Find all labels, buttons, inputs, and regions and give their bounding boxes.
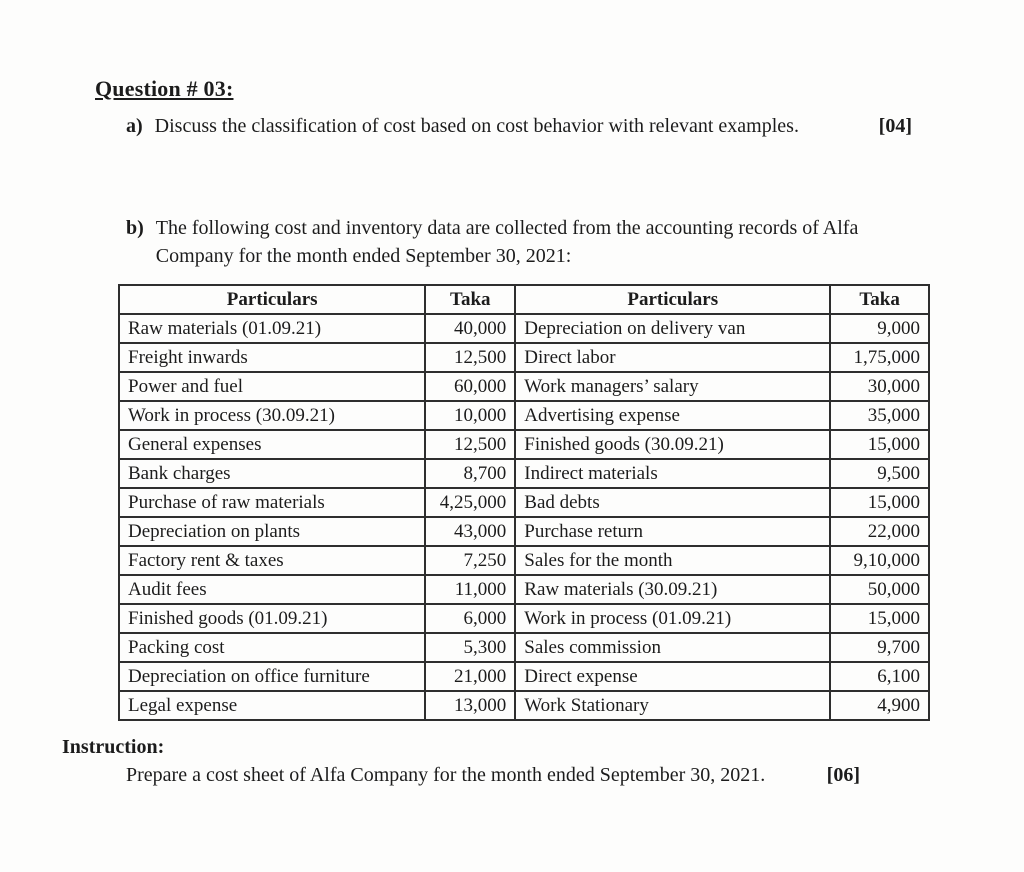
header-particulars-left: Particulars	[119, 285, 425, 314]
taka-cell: 4,900	[830, 691, 929, 720]
taka-cell: 21,000	[425, 662, 515, 691]
cost-table-body	[119, 314, 929, 720]
part-a-marks: [04]	[878, 115, 912, 137]
taka-cell: 12,500	[425, 343, 515, 372]
particulars-cell: Depreciation on plants	[119, 517, 425, 546]
particulars-cell: General expenses	[119, 430, 425, 459]
taka-cell: 9,10,000	[830, 546, 929, 575]
instruction-heading: Instruction:	[62, 736, 165, 758]
table-row	[119, 314, 929, 343]
header-particulars-right: Particulars	[515, 285, 830, 314]
taka-cell: 9,000	[830, 314, 929, 343]
table-row	[119, 604, 929, 633]
table-row	[119, 372, 929, 401]
particulars-cell: Audit fees	[119, 575, 425, 604]
taka-cell: 30,000	[830, 372, 929, 401]
question-part-b	[126, 214, 926, 270]
taka-cell: 9,700	[830, 633, 929, 662]
part-a-text: Discuss the classification of cost based on cost behavior with relevant examples.	[154, 115, 799, 137]
particulars-cell: Direct expense	[515, 662, 830, 691]
particulars-cell: Work in process (30.09.21)	[119, 401, 425, 430]
particulars-cell: Work managers’ salary	[515, 372, 830, 401]
particulars-cell: Legal expense	[119, 691, 425, 720]
taka-cell: 1,75,000	[830, 343, 929, 372]
particulars-cell: Packing cost	[119, 633, 425, 662]
table-row	[119, 691, 929, 720]
particulars-cell: Power and fuel	[119, 372, 425, 401]
question-heading: Question # 03:	[95, 76, 234, 101]
part-b-label: b)	[126, 217, 144, 239]
taka-cell: 7,250	[425, 546, 515, 575]
taka-cell: 10,000	[425, 401, 515, 430]
table-row	[119, 459, 929, 488]
part-a-label: a)	[126, 115, 143, 137]
taka-cell: 8,700	[425, 459, 515, 488]
header-taka-left: Taka	[425, 285, 515, 314]
particulars-cell: Purchase of raw materials	[119, 488, 425, 517]
part-b-text: The following cost and inventory data are collected from the accounting records of Alfa Company for the month ended September 30, 2021:	[155, 217, 859, 267]
table-row	[119, 401, 929, 430]
taka-cell: 13,000	[425, 691, 515, 720]
particulars-cell: Sales for the month	[515, 546, 830, 575]
particulars-cell: Work Stationary	[515, 691, 830, 720]
particulars-cell: Bank charges	[119, 459, 425, 488]
taka-cell: 35,000	[830, 401, 929, 430]
table-row	[119, 633, 929, 662]
taka-cell: 6,100	[830, 662, 929, 691]
taka-cell: 4,25,000	[425, 488, 515, 517]
particulars-cell: Freight inwards	[119, 343, 425, 372]
table-row	[119, 343, 929, 372]
particulars-cell: Bad debts	[515, 488, 830, 517]
particulars-cell: Indirect materials	[515, 459, 830, 488]
particulars-cell: Advertising expense	[515, 401, 830, 430]
taka-cell: 43,000	[425, 517, 515, 546]
table-header-row	[119, 285, 929, 314]
particulars-cell: Purchase return	[515, 517, 830, 546]
table-row	[119, 430, 929, 459]
question-part-a	[126, 115, 912, 138]
header-taka-right: Taka	[830, 285, 929, 314]
particulars-cell: Depreciation on delivery van	[515, 314, 830, 343]
taka-cell: 60,000	[425, 372, 515, 401]
taka-cell: 12,500	[425, 430, 515, 459]
particulars-cell: Work in process (01.09.21)	[515, 604, 830, 633]
instruction-marks: [06]	[826, 764, 860, 786]
taka-cell: 5,300	[425, 633, 515, 662]
taka-cell: 15,000	[830, 430, 929, 459]
taka-cell: 15,000	[830, 604, 929, 633]
taka-cell: 50,000	[830, 575, 929, 604]
particulars-cell: Raw materials (01.09.21)	[119, 314, 425, 343]
table-row	[119, 488, 929, 517]
particulars-cell: Raw materials (30.09.21)	[515, 575, 830, 604]
table-row	[119, 546, 929, 575]
particulars-cell: Direct labor	[515, 343, 830, 372]
instruction-line	[126, 764, 860, 787]
particulars-cell: Depreciation on office furniture	[119, 662, 425, 691]
particulars-cell: Finished goods (01.09.21)	[119, 604, 425, 633]
cost-data-table	[118, 284, 930, 721]
table-row	[119, 517, 929, 546]
taka-cell: 15,000	[830, 488, 929, 517]
particulars-cell: Factory rent & taxes	[119, 546, 425, 575]
taka-cell: 22,000	[830, 517, 929, 546]
particulars-cell: Finished goods (30.09.21)	[515, 430, 830, 459]
taka-cell: 9,500	[830, 459, 929, 488]
taka-cell: 6,000	[425, 604, 515, 633]
instruction-text: Prepare a cost sheet of Alfa Company for the month ended September 30, 2021.	[126, 764, 766, 786]
particulars-cell: Sales commission	[515, 633, 830, 662]
table-row	[119, 575, 929, 604]
taka-cell: 40,000	[425, 314, 515, 343]
taka-cell: 11,000	[425, 575, 515, 604]
table-row	[119, 662, 929, 691]
